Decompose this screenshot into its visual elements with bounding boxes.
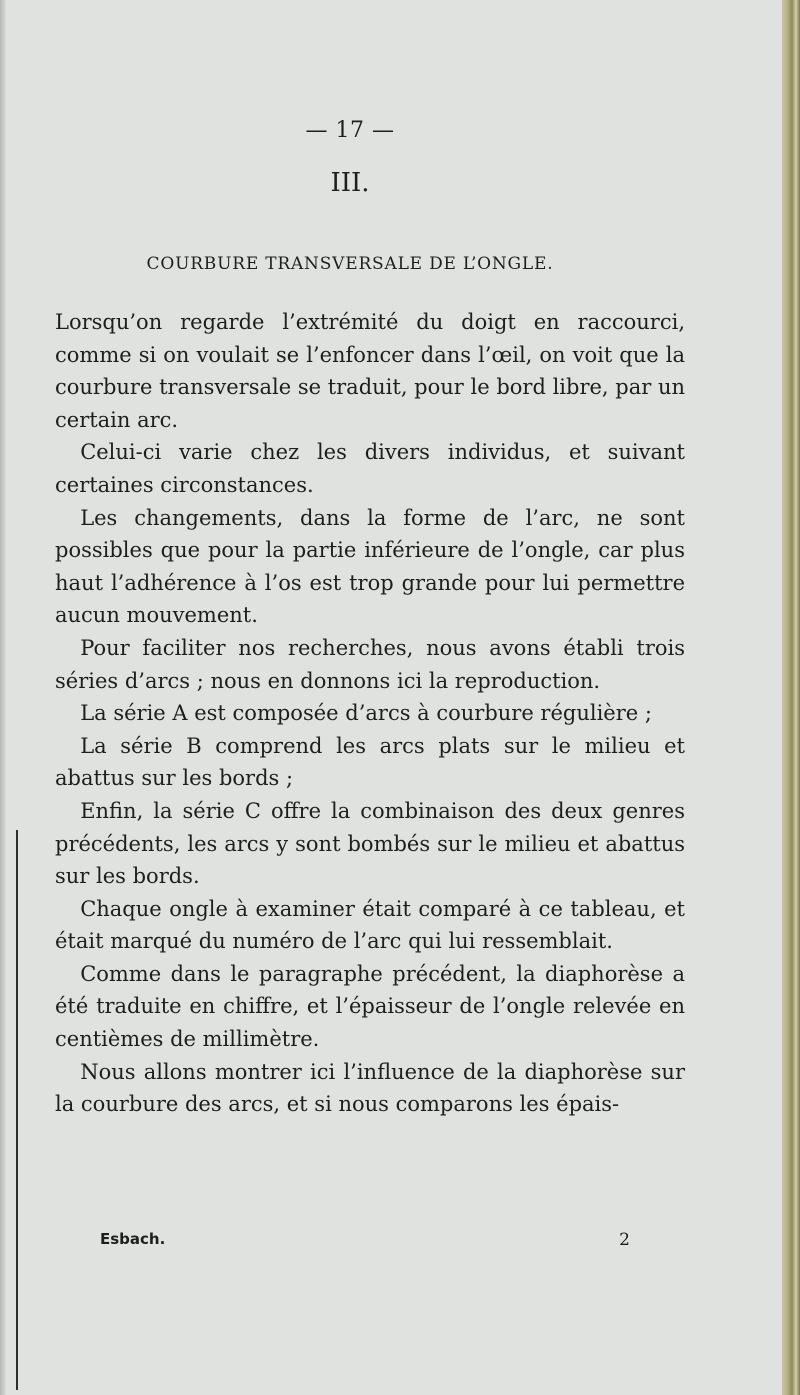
book-spine-edge bbox=[782, 0, 800, 1395]
section-number: III. bbox=[330, 168, 370, 198]
binding-shadow-line bbox=[16, 830, 18, 1390]
paragraph: La série B comprend les arcs plats sur le milieu et abattus sur les bords ; bbox=[55, 733, 685, 791]
section-title: COURBURE TRANSVERSALE DE L’ONGLE. bbox=[146, 254, 554, 274]
footer-signature-mark: 2 bbox=[619, 1230, 630, 1250]
paragraph: Comme dans le paragraphe précédent, la diaphorèse a été traduite en chiffre, et l’épaisseur de l’ongle relevée en centièmes de millimètre. bbox=[55, 961, 685, 1052]
page-footer bbox=[100, 1230, 630, 1260]
paragraph: Nous allons montrer ici l’influence de la diaphorèse sur la courbure des arcs, et si nous comparons les épais- bbox=[55, 1059, 685, 1117]
paragraph: Lorsqu’on regarde l’extrémité du doigt en raccourci, comme si on voulait se l’enfoncer dans l’œil, on voit que la courbure transversale se traduit, pour le bord libre, par un certain arc. bbox=[55, 310, 685, 432]
body-text bbox=[55, 306, 685, 1121]
page-left-edge bbox=[0, 0, 6, 1395]
paragraph: Les changements, dans la forme de l’arc, ne sont possibles que pour la partie inférieure de l’ongle, car plus haut l’adhérence à l’os est trop grande pour lui permettre aucun mouvement. bbox=[55, 505, 685, 628]
paragraph: Pour faciliter nos recherches, nous avons établi trois séries d’arcs ; nous en donnons ici la reproduction. bbox=[55, 635, 685, 693]
paragraph: Enfin, la série C offre la combinaison des deux genres précédents, les arcs y sont bombés sur le milieu et abattus sur les bords. bbox=[55, 798, 685, 889]
page-number: — 17 — bbox=[305, 118, 395, 143]
paragraph: La série A est composée d’arcs à courbure régulière ; bbox=[80, 701, 652, 726]
paragraph: Chaque ongle à examiner était comparé à ce tableau, et était marqué du numéro de l’arc qui lui ressemblait. bbox=[55, 896, 685, 954]
paragraph: Celui-ci varie chez les divers individus, et suivant certaines circonstances. bbox=[55, 440, 685, 497]
footer-author: Esbach. bbox=[100, 1230, 166, 1248]
